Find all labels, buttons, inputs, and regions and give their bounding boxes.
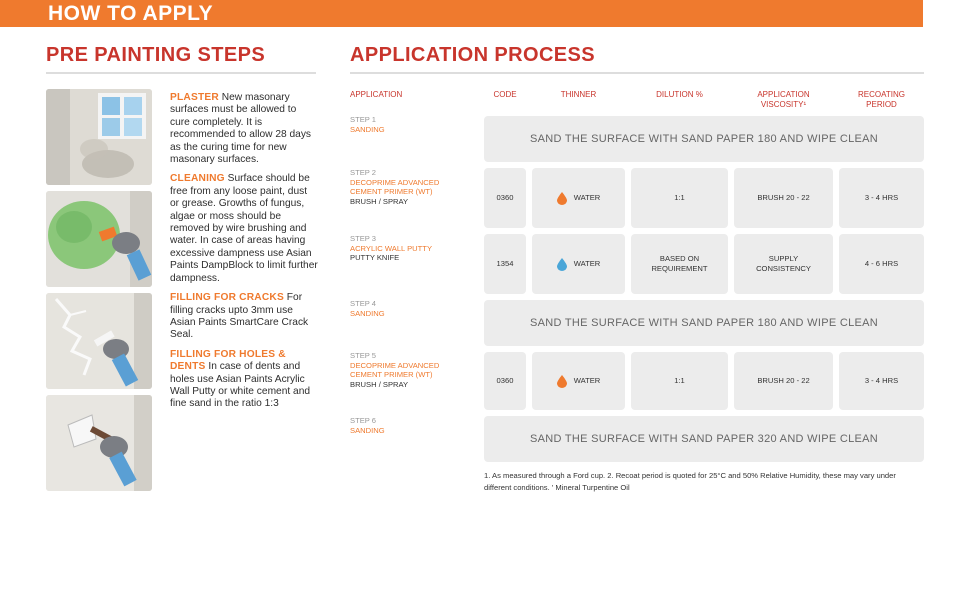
step-3-viscosity-l2: CONSISTENCY [756,264,811,273]
application-process-title: APPLICATION PROCESS [350,44,596,66]
step-3-name: ACRYLIC WALL PUTTY [350,243,433,253]
header-application: APPLICATION [350,90,403,99]
orange-drop-icon [557,192,567,205]
step-4-number: STEP 4 [350,299,377,308]
step-3-number: STEP 3 [350,234,377,243]
step-1-name: SANDING [350,124,385,134]
cleaning-paragraph [170,173,318,285]
cleaning-text: Surface should be free from any loose paint, dust or grease. Growths of fungus, algae or moss should be removed by wire brushing and water. In case of areas having excessive dampness use Asian Paints DampBlock to limit further dampness. [170,173,318,284]
putty-knife-photo [46,395,152,491]
cracks-keyword: FILLING FOR CRACKS [170,292,284,304]
step-4-name: SANDING [350,308,385,318]
step-2-tool: BRUSH / SPRAY [350,196,409,206]
step-4-sanding-note: SAND THE SURFACE WITH SAND PAPER 180 AND WIPE CLEAN [484,300,924,346]
step-5-number: STEP 5 [350,351,377,360]
cracks-paragraph [170,292,318,342]
step-2-number: STEP 2 [350,168,377,177]
header-thinner: THINNER [560,90,597,99]
step-1-number: STEP 1 [350,115,377,124]
step-6-label [350,416,480,435]
step-2-name-line2: CEMENT PRIMER (WT) [350,187,433,197]
step-5-thinner [532,352,625,410]
footnote: 1. As measured through a Ford cup. 2. Recoat period is quoted for 25°C and 50% Relative Humidity, these may vary under different conditions. ' Mineral Turpentine Oil [484,471,896,492]
step-5-thinner-text: WATER [573,376,601,385]
step-5-recoat: 3 - 4 HRS [839,352,924,410]
step-5-name-line1: DECOPRIME ADVANCED [350,360,440,370]
plaster-paragraph [170,92,318,166]
plaster-keyword: PLASTER [170,92,219,103]
step-3-dilution-l2: REQUIREMENT [651,264,708,273]
pre-painting-steps-text [170,92,318,418]
step-5-name-line2: CEMENT PRIMER (WT) [350,370,433,380]
header-viscosity-l2: VISCOSITY¹ [760,100,807,109]
step-5-dilution: 1:1 [631,352,728,410]
pre-painting-title: PRE PAINTING STEPS [46,44,266,66]
step-3-recoat: 4 - 6 HRS [839,234,924,294]
holes-keyword: FILLING FOR HOLES & DENTS [170,348,286,373]
how-to-apply-banner [0,0,923,27]
step-2-name-line1: DECOPRIME ADVANCED [350,177,440,187]
step-2-code: 0360 [484,168,526,228]
orange-drop-icon [557,375,567,388]
application-process-rule [350,72,924,74]
header-dilution: DILUTION % [656,90,703,99]
step-1-sanding-note: SAND THE SURFACE WITH SAND PAPER 180 AND WIPE CLEAN [484,116,924,162]
step-2-label [350,168,480,206]
header-recoat-l2: PERIOD [866,100,897,109]
step-3-code: 1354 [484,234,526,294]
step-2-thinner-text: WATER [573,193,601,202]
pre-painting-rule [46,72,316,74]
step-5-label [350,351,480,389]
cleaning-wall-photo [46,191,152,287]
plaster-text: New masonary surfaces must be allowed to cure completely. It is recommended to allow 28 days as the curing time for new masonary surfaces. [170,92,312,166]
header-viscosity-l1: APPLICATION [757,90,810,99]
step-3-viscosity [734,234,833,294]
step-2-viscosity: BRUSH 20 - 22 [734,168,833,228]
step-3-tool: PUTTY KNIFE [350,253,400,263]
holes-text: In case of dents and holes use Asian Paints Acrylic Wall Putty or white cement and fine sand in the ratio 1:3 [170,361,311,410]
step-6-sanding-note: SAND THE SURFACE WITH SAND PAPER 320 AND WIPE CLEAN [484,416,924,462]
step-3-dilution [631,234,728,294]
plaster-window-photo [46,89,152,185]
step-5-tool: BRUSH / SPRAY [350,379,409,389]
header-recoat [839,90,924,110]
blue-drop-icon [557,258,567,271]
cleaning-keyword: CLEANING [170,173,225,185]
step-3-dilution-l1: BASED ON [659,254,700,263]
holes-paragraph [170,349,318,411]
step-5-viscosity: BRUSH 20 - 22 [734,352,833,410]
step-3-thinner-text: WATER [573,259,601,268]
crack-filling-photo [46,293,152,389]
step-3-label [350,234,480,263]
banner-title: HOW TO APPLY [48,2,214,25]
step-1-label [350,115,480,134]
step-2-recoat: 3 - 4 HRS [839,168,924,228]
header-viscosity [734,90,833,110]
step-6-number: STEP 6 [350,416,377,425]
step-6-name: SANDING [350,425,385,435]
step-3-thinner [532,234,625,294]
step-4-label [350,299,480,318]
step-3-viscosity-l1: SUPPLY [768,254,799,263]
step-2-thinner [532,168,625,228]
step-2-dilution: 1:1 [631,168,728,228]
cracks-text: For filling cracks upto 3mm use Asian Paints SmartCare Crack Seal. [170,292,309,341]
header-code: CODE [493,90,517,99]
header-recoat-l1: RECOATING [858,90,905,99]
step-5-code: 0360 [484,352,526,410]
